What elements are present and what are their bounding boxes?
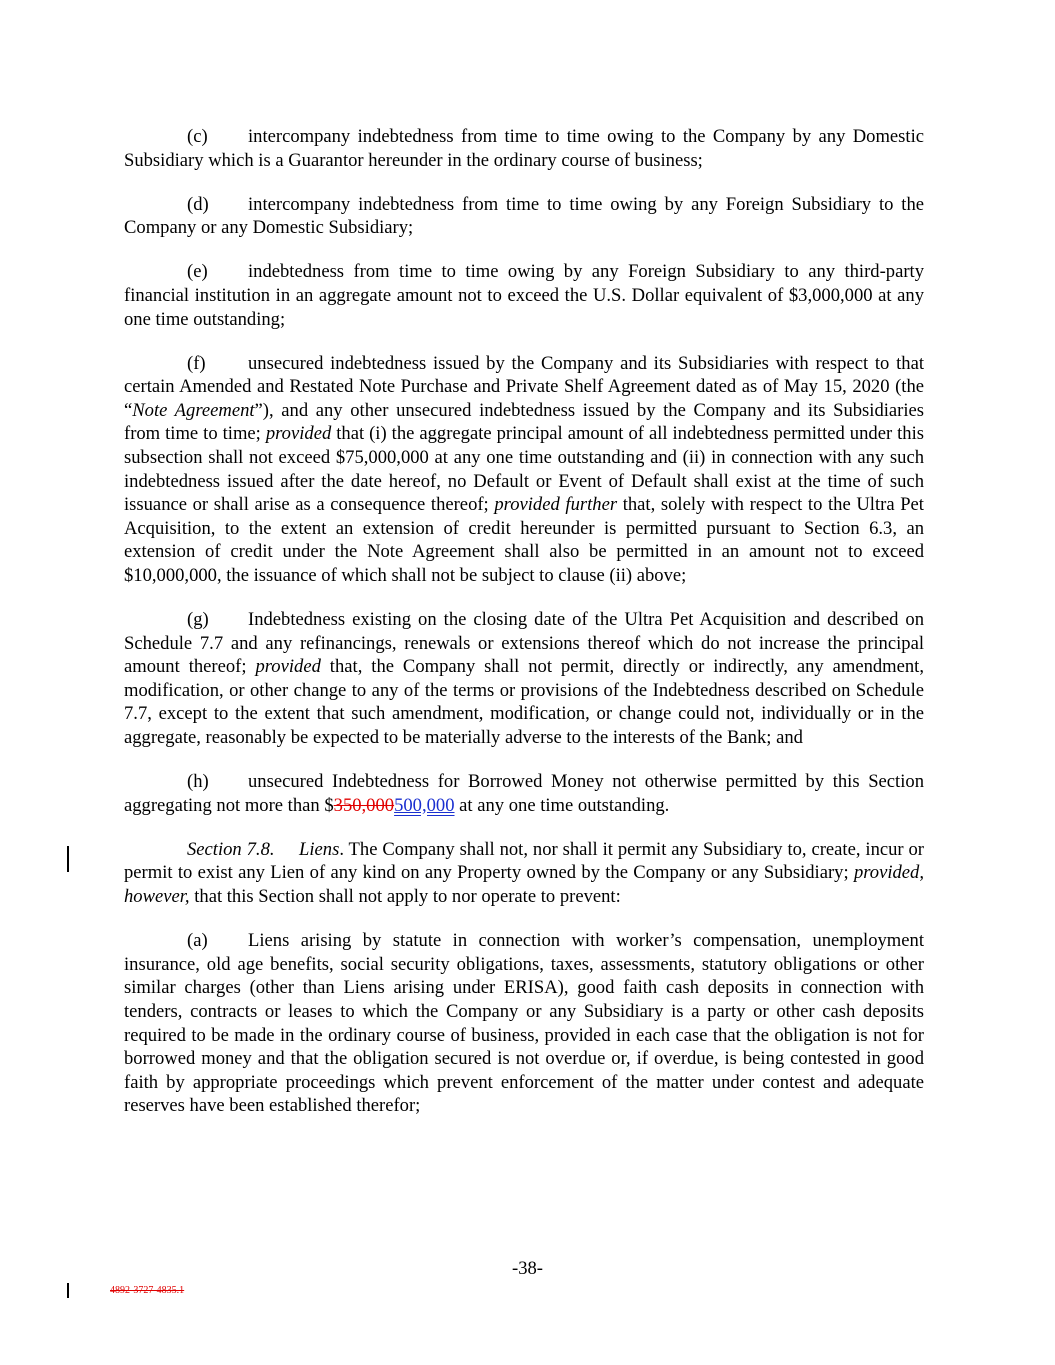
section-7-8-heading-paragraph	[124, 838, 924, 909]
clause-label: (d)	[187, 193, 209, 215]
italic-text: Liens	[299, 838, 340, 860]
clause-label: (f)	[187, 352, 206, 374]
clause-text: intercompany indebtedness from time to time owing by any Foreign Subsidiary to the Company or any Domestic Subsidiary;	[124, 193, 924, 239]
clause-text: that (i) the aggregate principal amount of all indebtedness permitted under this subsection shall not exceed $75,000,000 at any one time outstanding and (ii) in connection with any such indebtedness issued after the date hereof, no Default or Event of Default shall exist at the time of such issuance or shall arise as a consequence thereof;	[124, 423, 924, 516]
page-number: -38-	[512, 1258, 543, 1279]
clause-text: that, solely with respect to the Ultra Pet Acquisition, to the extent an extension of credit hereunder is permitted pursuant to Section 6.3, an extension of credit under the Note Agreement shall also be permitted in an amount not to exceed $10,000,000, the issuance of which shall not be subject to clause (ii) above;	[124, 494, 924, 586]
clause-text: unsecured Indebtedness for Borrowed Money not otherwise permitted by this Section aggregating not more than $	[124, 771, 924, 816]
clause-text: at any one time outstanding.	[454, 794, 670, 816]
italic-text: provided, however,	[124, 862, 924, 908]
clause-label: (e)	[187, 261, 208, 283]
clause-c	[124, 125, 924, 172]
clause-text: ”), and any other unsecured indebtedness issued by the Company and its Subsidiaries from time to time;	[124, 399, 925, 445]
clause-a	[124, 929, 924, 1118]
clause-text: intercompany indebtedness from time to time owing to the Company by any Domestic Subsidiary which is a Guarantor hereunder in the ordinary course of business;	[124, 126, 924, 171]
clause-text: that this Section shall not apply to nor operate to prevent:	[189, 886, 621, 908]
italic-text: Note Agreement	[132, 399, 255, 421]
clause-text: Indebtedness existing on the closing date of the Ultra Pet Acquisition and described on Schedule 7.7 and any refinancings, renewals or extensions thereof which do not increase the principal amount thereof;	[124, 609, 924, 678]
deleted-text: 350,000	[333, 794, 395, 816]
clause-d	[124, 193, 924, 240]
clause-f	[124, 352, 924, 588]
clause-text: indebtedness from time to time owing by any Foreign Subsidiary to any third-party financial institution in an aggregate amount not to exceed the U.S. Dollar equivalent of $3,000,000 at any one time outstanding;	[124, 261, 924, 330]
italic-text: provided further	[494, 494, 618, 516]
clause-label: (c)	[187, 126, 208, 147]
italic-text: provided	[255, 656, 321, 678]
clause-text: . The Company shall not, nor shall it permit any Subsidiary to, create, incur or permit to exist any Lien of any kind on any Property owned by the Company or any Subsidiary;	[124, 838, 924, 884]
change-bar	[67, 846, 69, 872]
clause-text: that, the Company shall not permit, directly or indirectly, any amendment, modification, or other change to any of the terms or provisions of the Indebtedness described on Schedule 7.7, except to the extent that such amendment, modification, or change could not, individually or in the aggregate, reasonably be expected to be materially adverse to the interests of the Bank; and	[124, 656, 924, 749]
clause-text	[275, 839, 300, 860]
clause-text: Liens arising by statute in connection with worker’s compensation, unemployment insurance, old age benefits, social security obligations, taxes, assessments, statutory obligations or other similar charges (other than Liens arising under ERISA), good faith cash deposits in connection with tenders, contracts or leases to which the Company or any Subsidiary is a party or other cash deposits required to be made in the ordinary course of business, provided in each case that the obligation is not for borrowed money and that the obligation secured is not overdue or, if overdue, is being contested in good faith by appropriate proceedings which prevent enforcement of the matter under contest and adequate reserves have been established therefor;	[124, 930, 924, 1117]
clause-h	[124, 770, 924, 817]
clause-g	[124, 608, 924, 750]
clause-label: (a)	[187, 930, 208, 952]
clause-label: (h)	[187, 771, 209, 793]
clause-label: (g)	[187, 609, 209, 631]
document-body	[124, 125, 924, 1138]
footer-doc-id: 4892-3727-4835.1	[110, 1285, 185, 1296]
clause-text: unsecured indebtedness issued by the Company and its Subsidiaries with respect to that certain Amended and Restated Note Purchase and Private Shelf Agreement dated as of May 15, 2020 (the “	[124, 352, 924, 421]
clause-e	[124, 260, 924, 331]
italic-text: Section 7.8.	[187, 838, 275, 860]
inserted-text: 500,000	[394, 794, 455, 816]
italic-text: provided	[265, 423, 332, 445]
change-bar	[67, 1283, 69, 1298]
